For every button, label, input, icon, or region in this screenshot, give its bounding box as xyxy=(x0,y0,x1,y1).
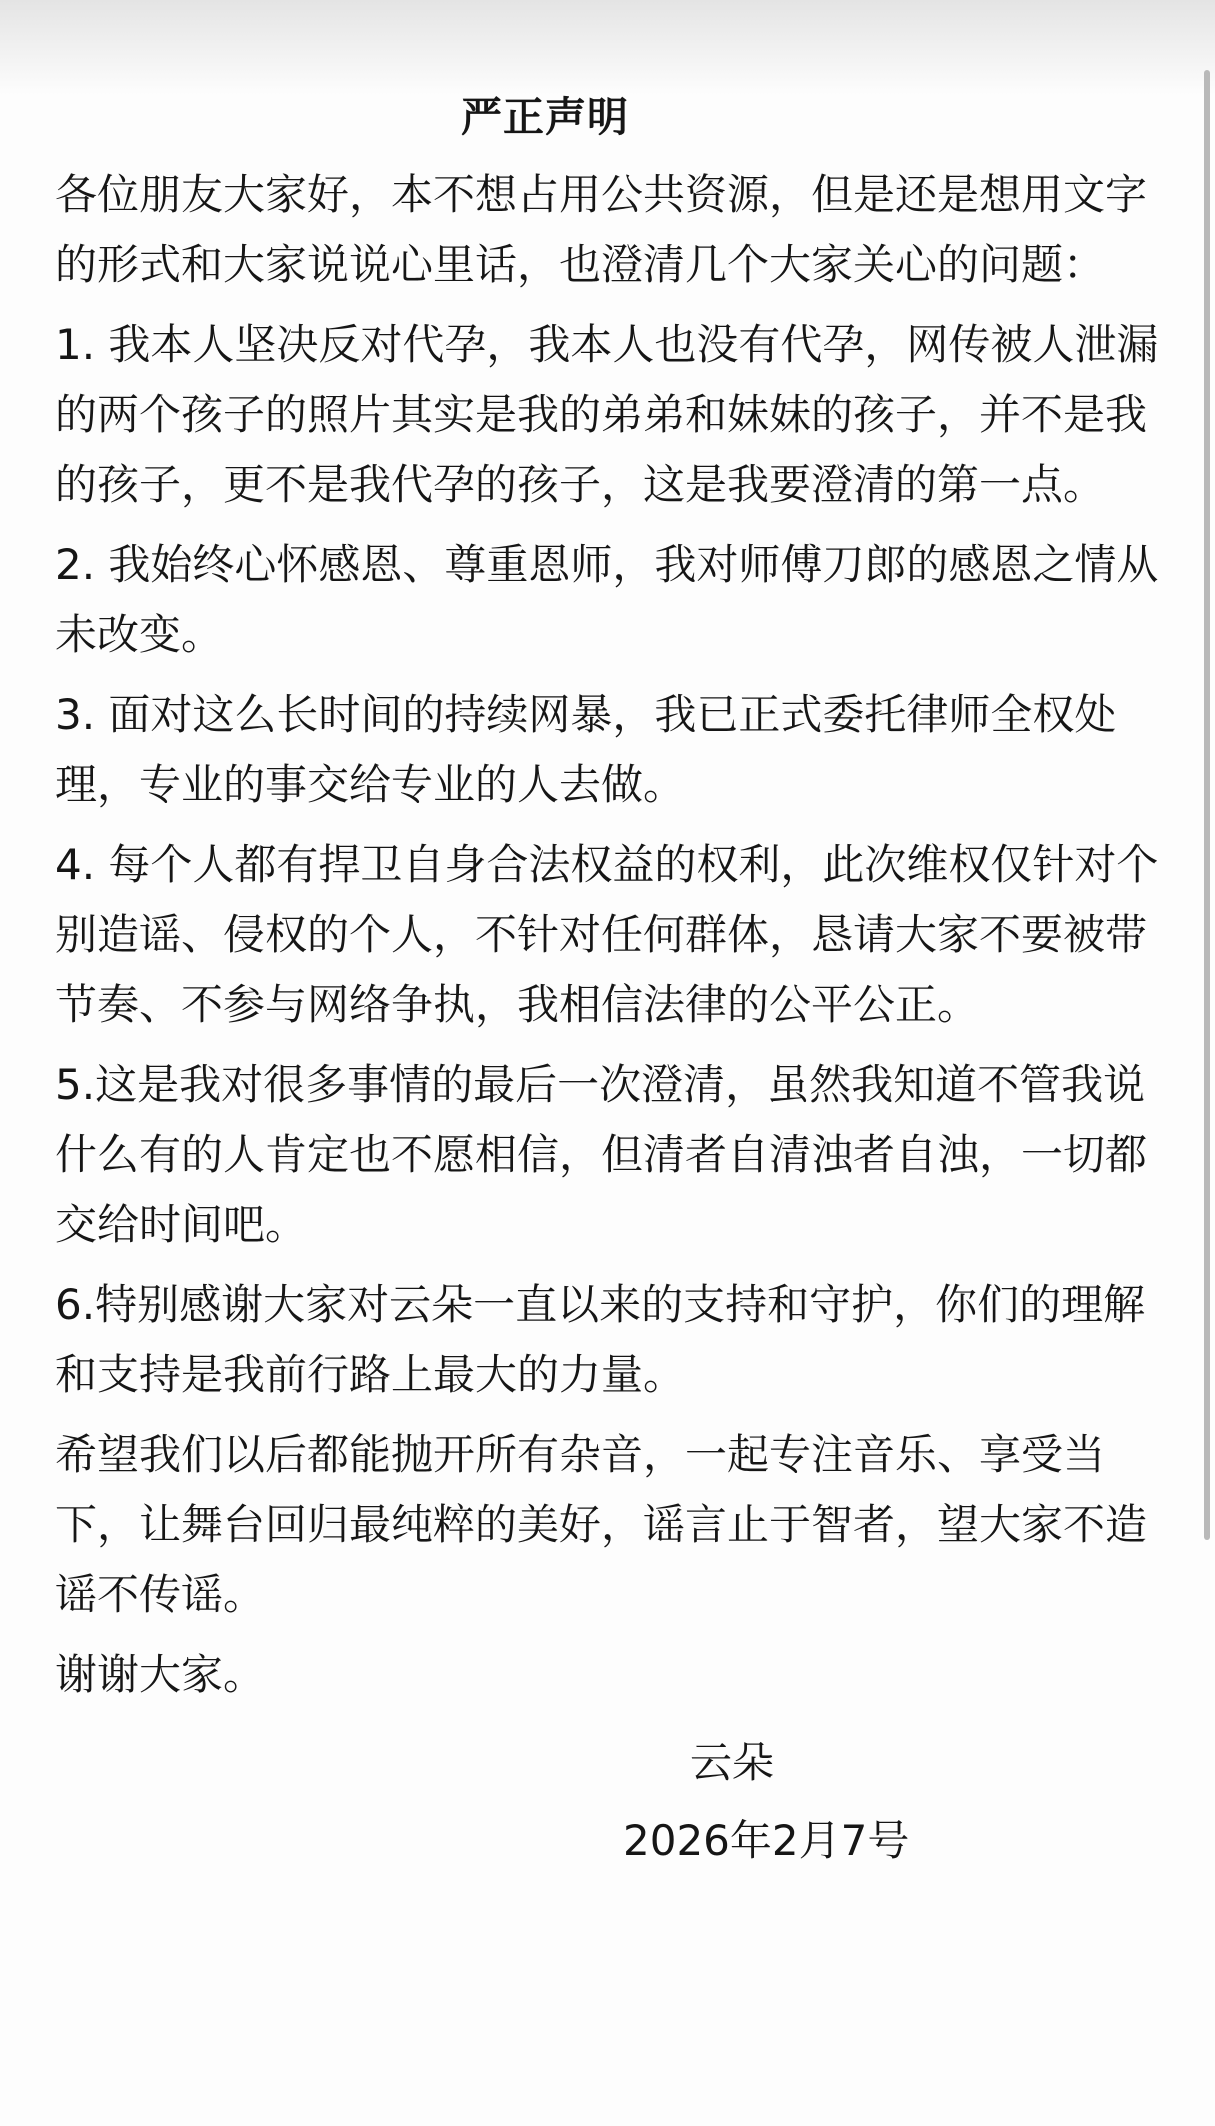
point-1: 1. 我本人坚决反对代孕，我本人也没有代孕，网传被人泄漏的两个孩子的照片其实是我的弟弟和妹妹的孩子，并不是我的孩子，更不是我代孕的孩子，这是我要澄清的第一点。 xyxy=(55,320,1159,509)
top-shadow xyxy=(0,0,1215,95)
scrollbar[interactable] xyxy=(1204,70,1210,1540)
intro-paragraph: 各位朋友大家好，本不想占用公共资源，但是还是想用文字的形式和大家说说心里话，也澄清几个大家关心的问题： xyxy=(55,170,1148,289)
signature: 云朵 xyxy=(690,1738,775,1787)
point-6: 6.特别感谢大家对云朵一直以来的支持和守护，你们的理解和支持是我前行路上最大的力量。 xyxy=(55,1280,1146,1399)
point-3: 3. 面对这么长时间的持续网暴，我已正式委托律师全权处理，专业的事交给专业的人去做。 xyxy=(55,690,1117,809)
closing-paragraph: 希望我们以后都能抛开所有杂音，一起专注音乐、享受当下，让舞台回归最纯粹的美好，谣言止于智者，望大家不造谣不传谣。 xyxy=(55,1430,1148,1619)
point-2: 2. 我始终心怀感恩、尊重恩师，我对师傅刀郎的感恩之情从未改变。 xyxy=(55,540,1159,659)
point-5: 5.这是我对很多事情的最后一次澄清，虽然我知道不管我说什么有的人肯定也不愿相信，但清者自清浊者自浊，一切都交给时间吧。 xyxy=(55,1060,1148,1249)
thanks-line: 谢谢大家。 xyxy=(55,1650,266,1699)
statement-title: 严正声明 xyxy=(461,93,629,141)
signature-date: 2026年2月7号 xyxy=(623,1816,910,1865)
point-4: 4. 每个人都有捍卫自身合法权益的权利，此次维权仅针对个别造谣、侵权的个人，不针对任何群体，恳请大家不要被带节奏、不参与网络争执，我相信法律的公平公正。 xyxy=(55,840,1159,1029)
statement-document xyxy=(55,84,1165,1876)
